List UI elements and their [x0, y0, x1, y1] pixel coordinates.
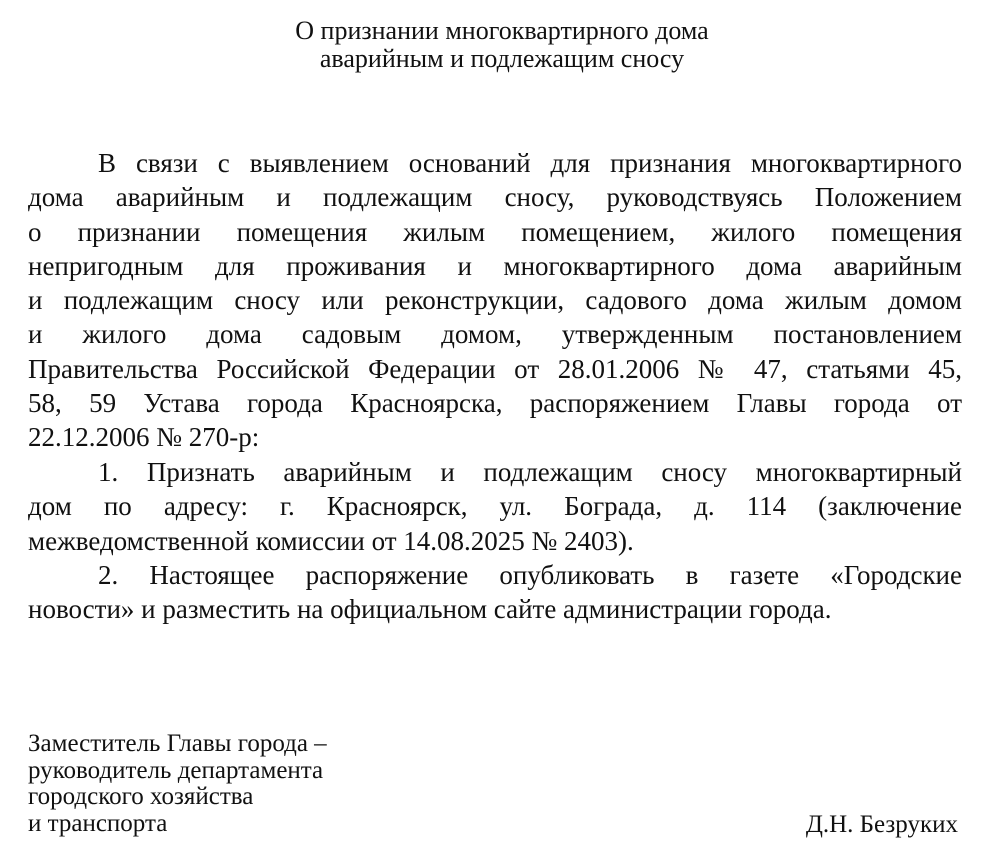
item-2-paragraph — [28, 558, 962, 627]
position-line: руководитель департамента — [28, 756, 324, 784]
text-line: дом по адресу: г. Красноярск, ул. Бограда, д. 114 (заключение — [28, 491, 962, 522]
position-line: Заместитель Главы города – — [28, 730, 327, 757]
text-line: 2. Настоящее распоряжение опубликовать в газете «Городские — [98, 560, 962, 590]
text-line: и жилого дома садовым домом, утвержденным постановлением — [28, 319, 962, 350]
text-line: непригодным для проживания и многоквартирного дома аварийным — [28, 250, 962, 281]
text-line: межведомственной комиссии от 14.08.2025 № 2403). — [28, 525, 634, 556]
signatory-name: Д.Н. Безруких — [805, 811, 958, 838]
text-line: новости» и разместить на официальном сайте администрации города. — [28, 594, 832, 625]
document-title — [0, 17, 1004, 73]
text-line: 58, 59 Устава города Красноярска, распоряжением Главы города от — [28, 388, 962, 419]
position-line: городского хозяйства — [28, 783, 254, 811]
text-line: и подлежащим сносу или реконструкции, садового дома жилым домом — [28, 285, 962, 316]
item-1-paragraph — [28, 455, 962, 558]
text-line: 22.12.2006 № 270-р: — [28, 422, 260, 453]
text-line: о признании помещения жилым помещением, жилого помещения — [28, 216, 962, 247]
title-line: аварийным и подлежащим сносу — [319, 44, 685, 73]
preamble-paragraph — [28, 146, 962, 455]
text-line: В связи с выявлением оснований для признания многоквартирного — [98, 148, 962, 178]
signatory-position — [28, 731, 327, 838]
text-line: Правительства Российской Федерации от 28.01.2006 № 47, статьями 45, — [28, 353, 962, 384]
title-line: О признании многоквартирного дома — [295, 16, 709, 45]
text-line: дома аварийным и подлежащим сносу, руководствуясь Положением — [28, 182, 962, 213]
text-line: 1. Признать аварийным и подлежащим сносу многоквартирный — [98, 457, 962, 487]
position-line: и транспорта — [28, 810, 168, 838]
